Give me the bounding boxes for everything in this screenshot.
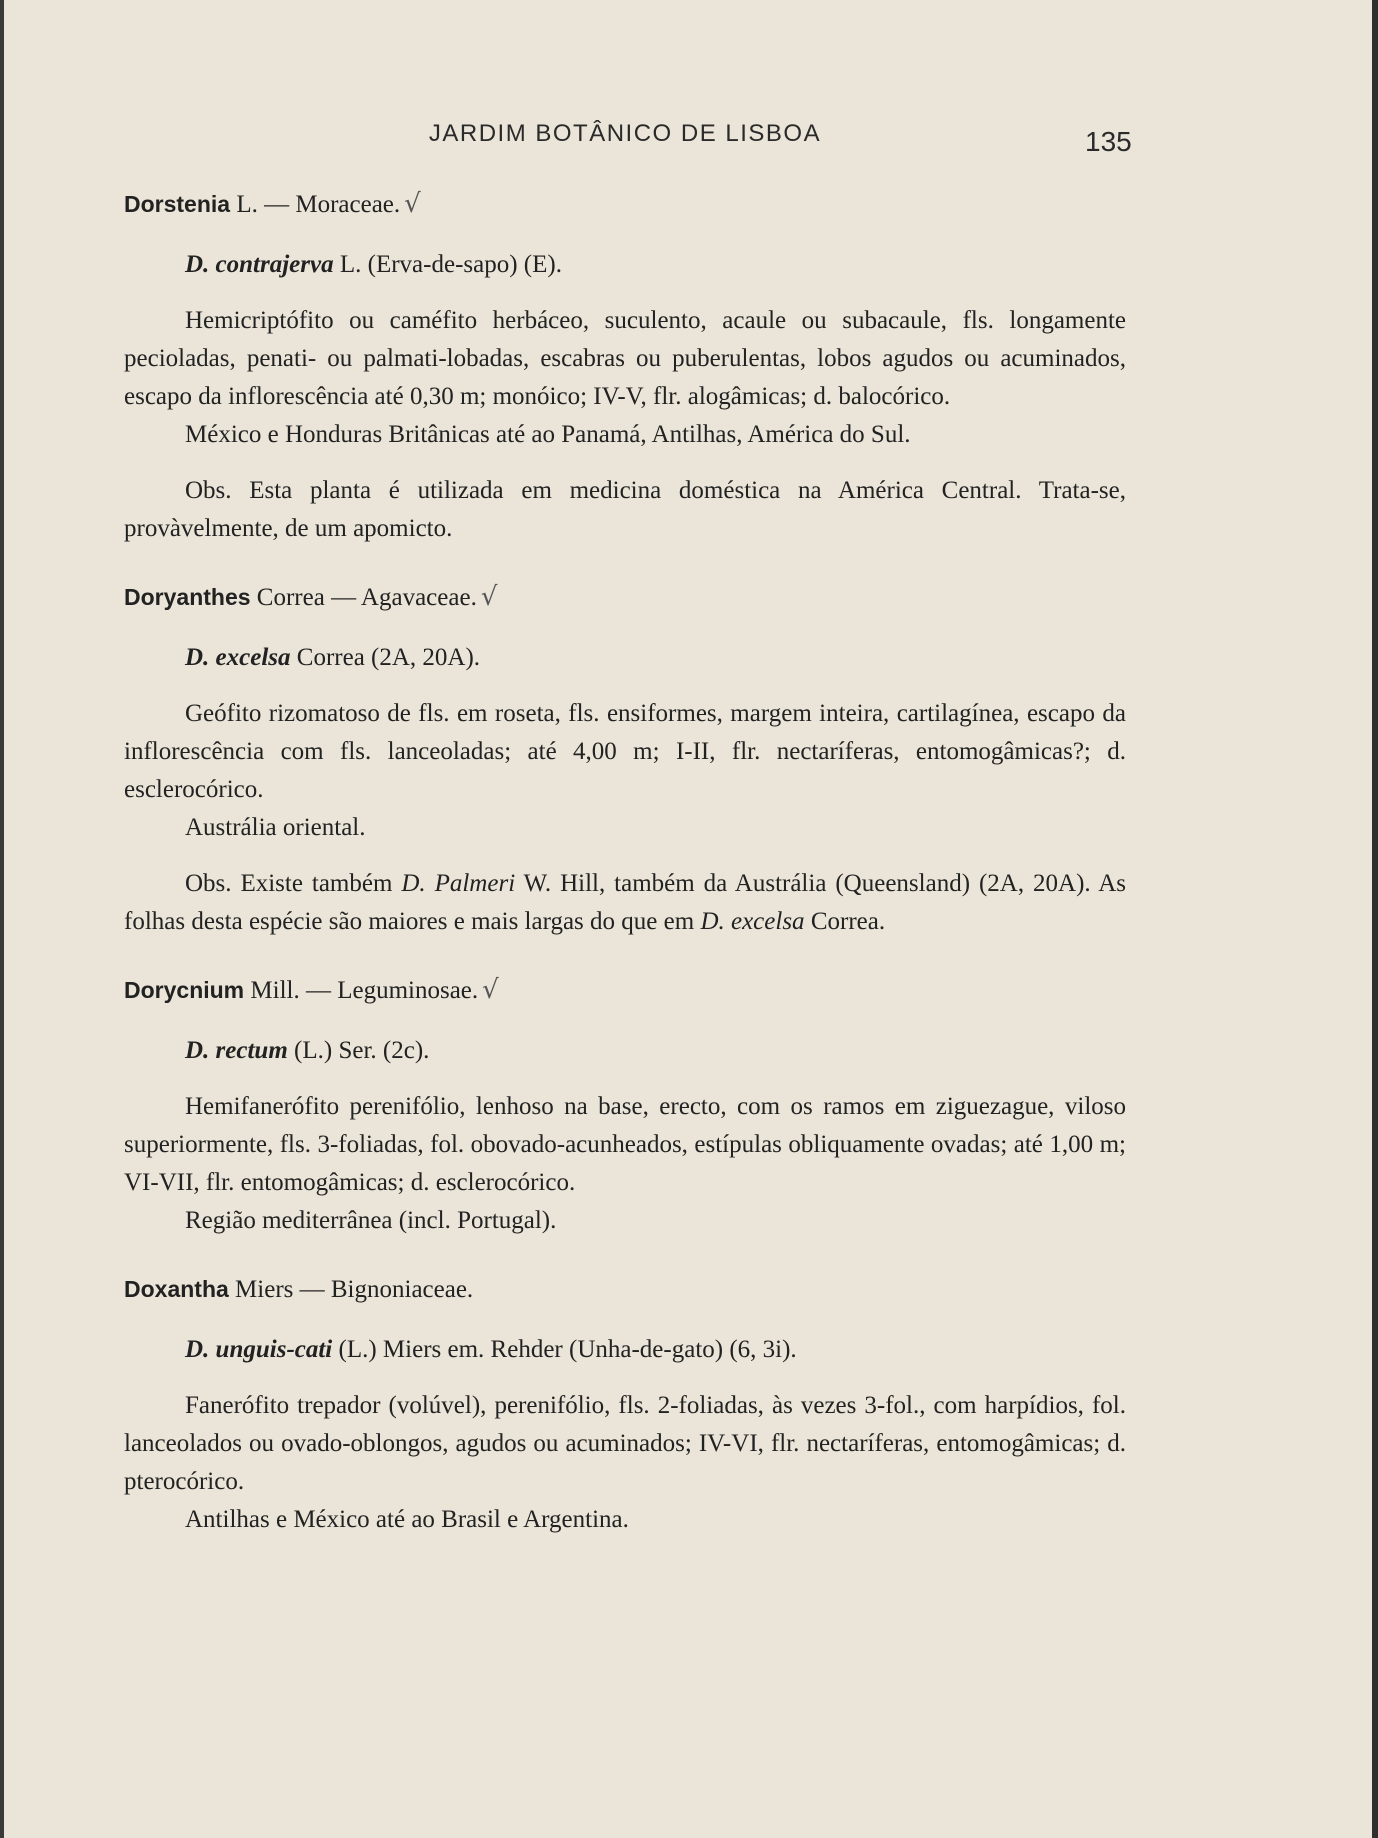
check-mark-icon: √: [482, 975, 499, 1005]
obs-species-name: D. Palmeri: [401, 870, 516, 897]
species-heading: [185, 1032, 1126, 1070]
species-distribution: Região mediterrânea (incl. Portugal).: [185, 1207, 557, 1234]
species-authority: L. (Erva-de-sapo) (E).: [333, 251, 562, 278]
page-body: [124, 185, 1126, 1569]
species-distribution: Antilhas e México até ao Brasil e Argentina.: [185, 1506, 629, 1533]
species-description: Geófito rizomatoso de fls. em roseta, fls. ensiformes, margem inteira, cartilagínea, escapo da inflorescência com fls. lanceoladas; até 4,00 m; I-II, flr. nectaríferas, entomogâmicas?; d. esclerocórico.: [124, 700, 1126, 803]
genus-heading: [124, 971, 1126, 1010]
obs-text: Obs. Existe também: [185, 870, 402, 897]
species-name: D. unguis-cati: [185, 1336, 333, 1363]
genus-heading: [124, 578, 1126, 617]
running-title: JARDIM BOTÂNICO DE LISBOA: [428, 120, 822, 147]
species-name: D. excelsa: [185, 644, 291, 671]
species-authority: (L.) Miers em. Rehder (Unha-de-gato) (6, 3i).: [332, 1336, 797, 1363]
obs-species-name: D. excelsa: [700, 908, 805, 935]
genus-authority: Correa — Agavaceae.: [250, 584, 477, 611]
genus-authority: L. — Moraceae.: [230, 191, 401, 218]
species-heading: [185, 639, 1126, 677]
genus-authority: Miers — Bignoniaceae.: [228, 1276, 474, 1303]
obs-text: Correa.: [804, 908, 886, 935]
obs-text: W. Hill, também da Austrália (Queensland) (2A, 20A). As folhas desta espécie são maiores e mais largas do que em: [124, 870, 1126, 935]
species-distribution: Austrália oriental.: [185, 814, 366, 841]
species-heading: [185, 246, 1126, 284]
species-observation: Obs. Esta planta é utilizada em medicina doméstica na América Central. Trata-se, provàvelmente, de um apomicto.: [124, 477, 1126, 542]
species-authority: Correa (2A, 20A).: [290, 644, 481, 671]
genus-heading: [124, 1270, 1126, 1309]
check-mark-icon: √: [480, 582, 498, 612]
genus-name: Dorstenia: [124, 191, 231, 217]
page-number: 135: [1085, 126, 1132, 157]
check-mark-icon: √: [404, 189, 421, 219]
page-edge-right: [1372, 0, 1378, 1838]
genus-heading: [124, 185, 1126, 224]
entry-doxantha: [124, 1270, 1126, 1539]
genus-name: Dorycnium: [124, 977, 245, 1003]
entry-dorstenia: [124, 185, 1126, 548]
genus-name: Doryanthes: [124, 584, 251, 610]
species-observation: [124, 865, 1126, 941]
species-description: Fanerófito trepador (volúvel), perenifólio, fls. 2-foliadas, às vezes 3-fol., com harpídios, fol. lanceolados ou ovado-oblongos, agudos ou acuminados; IV-VI, flr. nectaríferas, entomogâmicas; d. pterocórico.: [124, 1392, 1126, 1495]
entry-dorycnium: [124, 971, 1126, 1240]
entry-doryanthes: [124, 578, 1126, 941]
genus-name: Doxantha: [124, 1276, 229, 1302]
species-description: Hemicriptófito ou caméfito herbáceo, suculento, acaule ou subacaule, fls. longamente pecioladas, penati- ou palmati-lobadas, escabras ou puberulentas, lobos agudos ou acuminados, escapo da inflorescência até 0,30 m; monóico; IV-V, flr. alogâmicas; d. balocórico.: [124, 307, 1126, 410]
species-description: Hemifanerófito perenifólio, lenhoso na base, erecto, com os ramos em ziguezague, viloso superiormente, fls. 3-foliadas, fol. obovado-acunheados, estípulas obliquamente ovadas; até 1,00 m; VI-VII, flr. entomogâmicas; d. esclerocórico.: [124, 1093, 1126, 1196]
page-header: [0, 120, 1378, 160]
genus-authority: Mill. — Leguminosae.: [244, 977, 479, 1004]
page-edge-left: [0, 0, 4, 1838]
species-name: D. contrajerva: [185, 251, 334, 278]
species-authority: (L.) Ser. (2c).: [287, 1037, 430, 1064]
species-name: D. rectum: [185, 1037, 288, 1064]
species-distribution: México e Honduras Britânicas até ao Panamá, Antilhas, América do Sul.: [185, 421, 911, 448]
species-heading: [185, 1331, 1126, 1369]
